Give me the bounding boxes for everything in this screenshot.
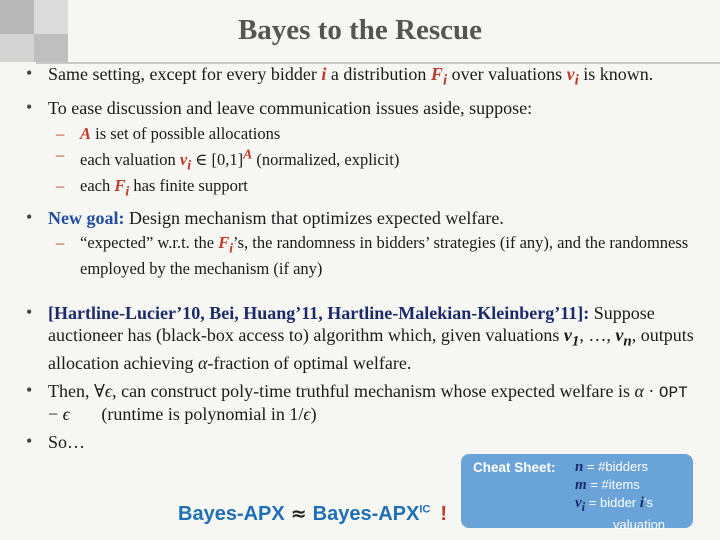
bullet-known-distributions: [24, 64, 694, 92]
cheat-sheet-text: = bidder i’s: [588, 495, 654, 511]
cheat-sheet-line: [575, 516, 689, 533]
cheat-sheet-line: [575, 494, 689, 516]
sub-bullet-allocations: [24, 123, 694, 144]
ic-superscript: IC: [419, 503, 431, 516]
cheat-sheet-symbol: $v_i$: [575, 495, 586, 514]
bullet-dot: •: [26, 379, 33, 400]
bullet-so: [24, 432, 694, 454]
bullet-black-box: [24, 303, 694, 374]
slide-body: [24, 64, 694, 453]
cheat-sheet-line: [575, 476, 689, 494]
bullet-dot: •: [26, 430, 33, 451]
sub-bullet-dash: –: [56, 176, 65, 196]
exclamation: !: [440, 503, 448, 525]
sub-bullet-text: “expected” w.r.t. the $F_i’s$, the randomness in bidders’ strategies (if any), and the randomness employed by the mechanism (if any): [80, 233, 689, 279]
new-goal-label: New goal:: [48, 207, 125, 228]
bullet-dot: •: [26, 63, 33, 83]
sub-bullet-expected: [24, 232, 694, 279]
bullet-text: To ease discussion and leave communication issues aside, suppose:: [48, 98, 533, 119]
references: [Hartline-Lucier’10, Bei, Huang’11, Hartline-Malekian-Kleinberg’11]:: [48, 303, 590, 324]
bayes-apx-right: Bayes-APX: [312, 503, 420, 525]
bullet-suppose: [24, 98, 694, 120]
bullet-dot: •: [26, 97, 33, 118]
cheat-sheet-symbol: m: [575, 477, 587, 493]
sub-bullet-text: A is set of possible allocations: [80, 123, 281, 143]
cheat-sheet-heading: Cheat Sheet:: [473, 460, 556, 475]
slide-title: Bayes to the Rescue: [237, 14, 483, 46]
new-goal-text: Design mechanism that optimizes expected welfare.: [128, 207, 504, 228]
sub-bullet-dash: –: [56, 233, 65, 253]
sub-bullet-dash: –: [56, 144, 65, 164]
cheat-sheet-lines: [575, 458, 689, 533]
sub-bullet-dash: –: [56, 123, 65, 143]
cheat-sheet-line: [575, 458, 689, 476]
cheat-sheet-text: = #items: [590, 477, 640, 492]
cheat-sheet-text: = #bidders: [586, 459, 649, 474]
sub-bullet-support: [24, 175, 694, 201]
bullet-construct: [24, 381, 694, 426]
bayes-apx-equivalence: [178, 503, 447, 526]
bullet-dot: •: [26, 302, 33, 323]
sub-bullet-valuation: [24, 144, 694, 176]
bayes-apx-left: Bayes-APX: [178, 503, 285, 525]
bullet-new-goal: [24, 208, 694, 230]
bullet-dot: •: [26, 206, 33, 227]
bullet-text: Same setting, except for every bidder i a distribution $F_i$ over valuations $v_i$ is known.: [48, 64, 654, 89]
approx-symbol: ≈: [290, 503, 307, 525]
bullet-text: Suppose auctioneer has (black-box access to) algorithm which, given valuations $v_1$, …, $v_n$, outputs allocation achieving α-fraction of optimal welfare.: [48, 303, 694, 374]
sub-bullet-text: each $F_i$ has finite support: [80, 176, 248, 199]
bullet-text: Then, ∀ϵ, can construct poly-time truthful mechanism whose expected welfare is α · OPT − ϵ (runtime is polynomial in 1/ϵ): [48, 380, 688, 425]
bullet-text: So…: [48, 431, 86, 452]
cheat-sheet-text: valuation: [613, 517, 666, 532]
cheat-sheet-box: [461, 454, 693, 532]
cheat-sheet-symbol: n: [575, 459, 584, 475]
sub-bullet-text: each valuation $v_i$ ∈ $[0,1]^A$ (normalized, explicit): [80, 146, 400, 173]
